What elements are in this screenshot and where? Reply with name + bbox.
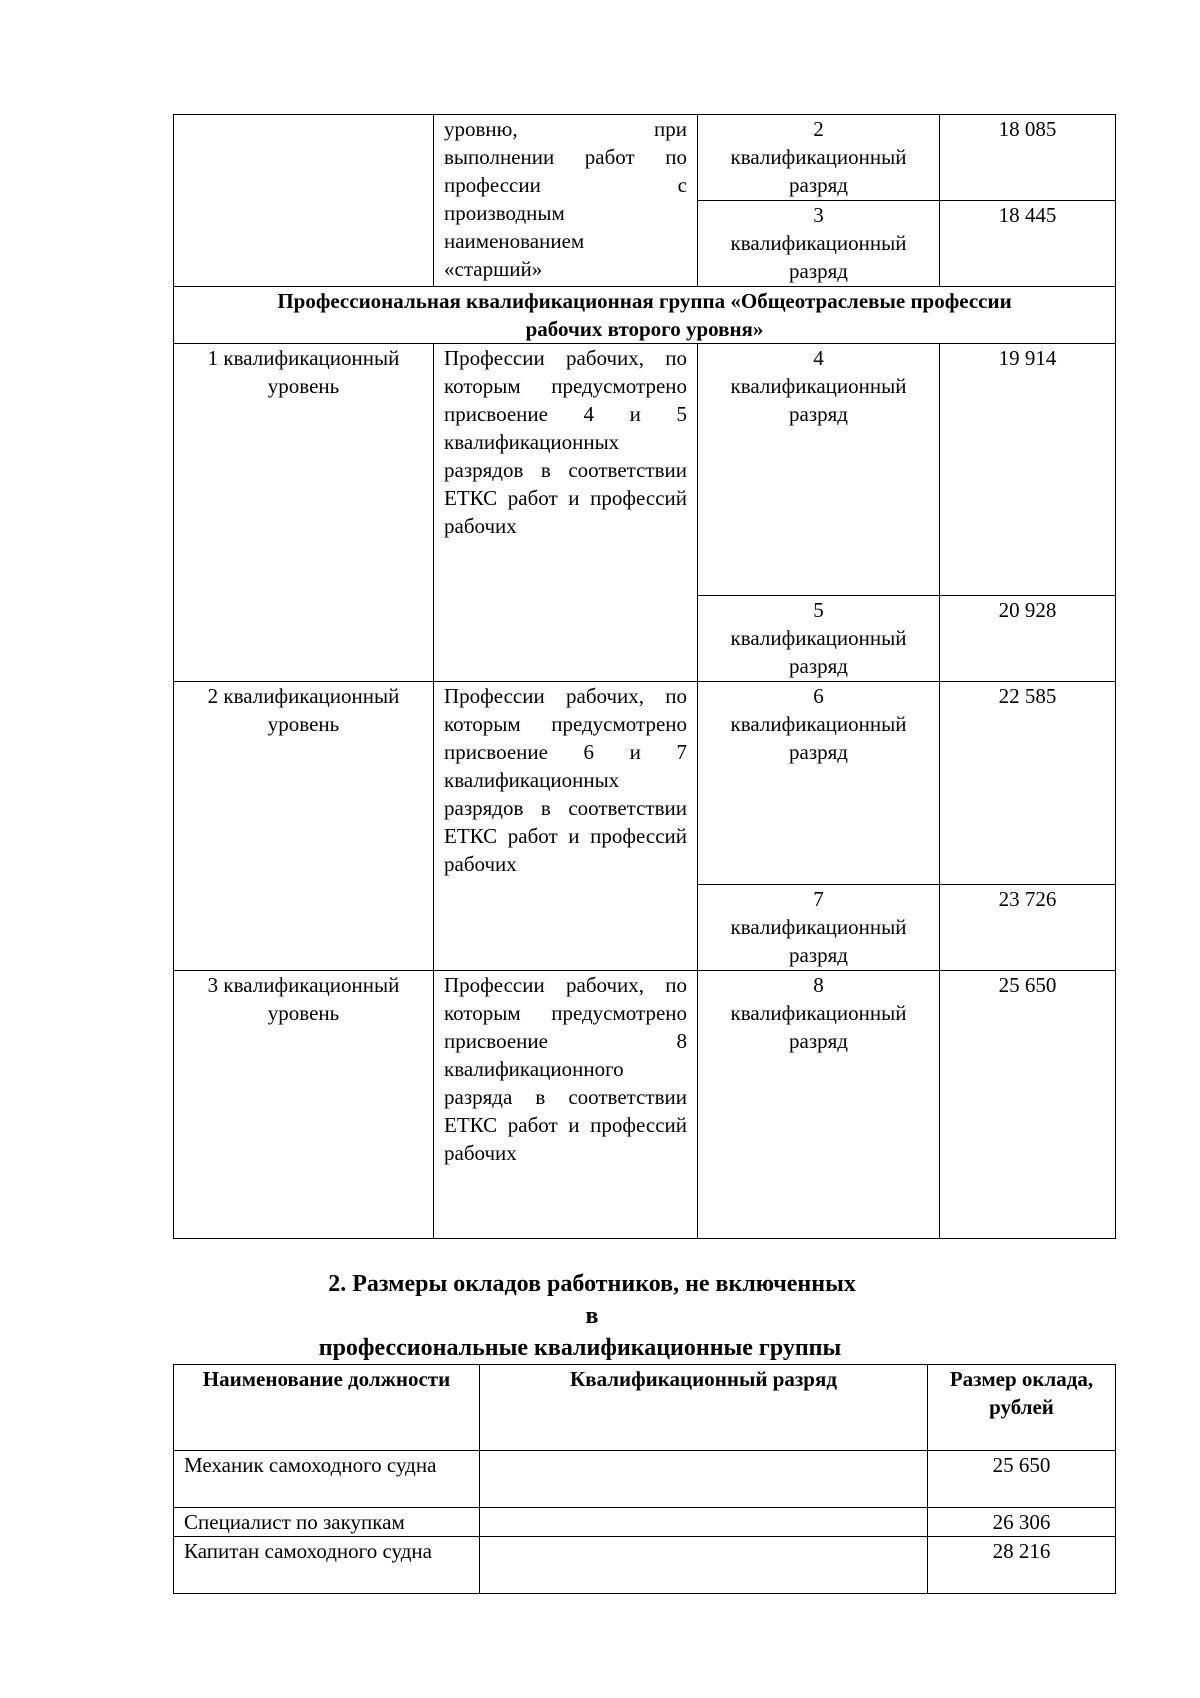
level-cell: 3 квалификационный уровень: [174, 971, 434, 1239]
group-title-row: [174, 287, 1116, 344]
grade-cell: [480, 1508, 928, 1537]
salary-cell: 19 914: [940, 344, 1116, 596]
column-header-salary: Размер оклада, рублей: [928, 1365, 1116, 1451]
description-cell: Профессии рабочих, по которым предусмотрено присвоение 8 квалификационного разряда в соответствии ЕТКС работ и профессий рабочих: [434, 971, 698, 1239]
salary-cell: 20 928: [940, 596, 1116, 682]
salary-cell: 18 445: [940, 201, 1116, 287]
salary-cell: 25 650: [940, 971, 1116, 1239]
grade-cell: 3 квалификационный разряд: [698, 201, 940, 287]
salary-table: [173, 1364, 1116, 1594]
position-cell: Капитан самоходного судна: [174, 1537, 480, 1594]
description-line: профессии с: [444, 173, 687, 197]
table-row: [174, 115, 1116, 201]
position-cell: Специалист по закупкам: [174, 1508, 480, 1537]
salary-cell: 28 216: [928, 1537, 1116, 1594]
level-cell: 2 квалификационный уровень: [174, 682, 434, 971]
description-cell: Профессии рабочих, по которым предусмотрено присвоение 4 и 5 квалификационных разрядов в соответствии ЕТКС работ и профессий рабочих: [434, 344, 698, 682]
grade-cell: 6 квалификационный разряд: [698, 682, 940, 885]
description-line: выполнении работ по: [444, 145, 687, 169]
table-row: [174, 971, 1116, 1239]
description-line: уровню, при: [444, 117, 687, 141]
table-row: [174, 1451, 1116, 1508]
description-line: производным: [444, 201, 565, 225]
table-row: [174, 1537, 1116, 1594]
grade-cell: 4 квалификационный разряд: [698, 344, 940, 596]
table-row: [174, 682, 1116, 885]
level-cell: [174, 115, 434, 287]
table-header-row: [174, 1365, 1116, 1451]
qualification-table: [173, 114, 1116, 1239]
grade-cell: 2 квалификационный разряд: [698, 115, 940, 201]
column-header-grade: Квалификационный разряд: [480, 1365, 928, 1451]
description-cell: Профессии рабочих, по которым предусмотрено присвоение 6 и 7 квалификационных разрядов в соответствии ЕТКС работ и профессий рабочих: [434, 682, 698, 971]
salary-cell: 22 585: [940, 682, 1116, 885]
salary-cell: 26 306: [928, 1508, 1116, 1537]
salary-cell: 23 726: [940, 885, 1116, 971]
grade-cell: [480, 1537, 928, 1594]
salary-cell: 25 650: [928, 1451, 1116, 1508]
table-row: [174, 344, 1116, 596]
description-cell: [434, 115, 698, 287]
grade-cell: 7 квалификационный разряд: [698, 885, 940, 971]
section-heading: 2. Размеры окладов работников, не включенных в профессиональные квалификационные группы: [318, 1271, 856, 1361]
grade-cell: 8 квалификационный разряд: [698, 971, 940, 1239]
group-title: Профессиональная квалификационная группа «Общеотраслевые профессии рабочих второго уровня»: [174, 287, 1116, 344]
grade-cell: [480, 1451, 928, 1508]
column-header-position: Наименование должности: [174, 1365, 480, 1451]
description-line: наименованием: [444, 229, 585, 253]
level-cell: 1 квалификационный уровень: [174, 344, 434, 682]
position-cell: Механик самоходного судна: [174, 1451, 480, 1508]
description-line: «старший»: [444, 257, 543, 281]
grade-cell: 5 квалификационный разряд: [698, 596, 940, 682]
table-row: [174, 1508, 1116, 1537]
salary-cell: 18 085: [940, 115, 1116, 201]
